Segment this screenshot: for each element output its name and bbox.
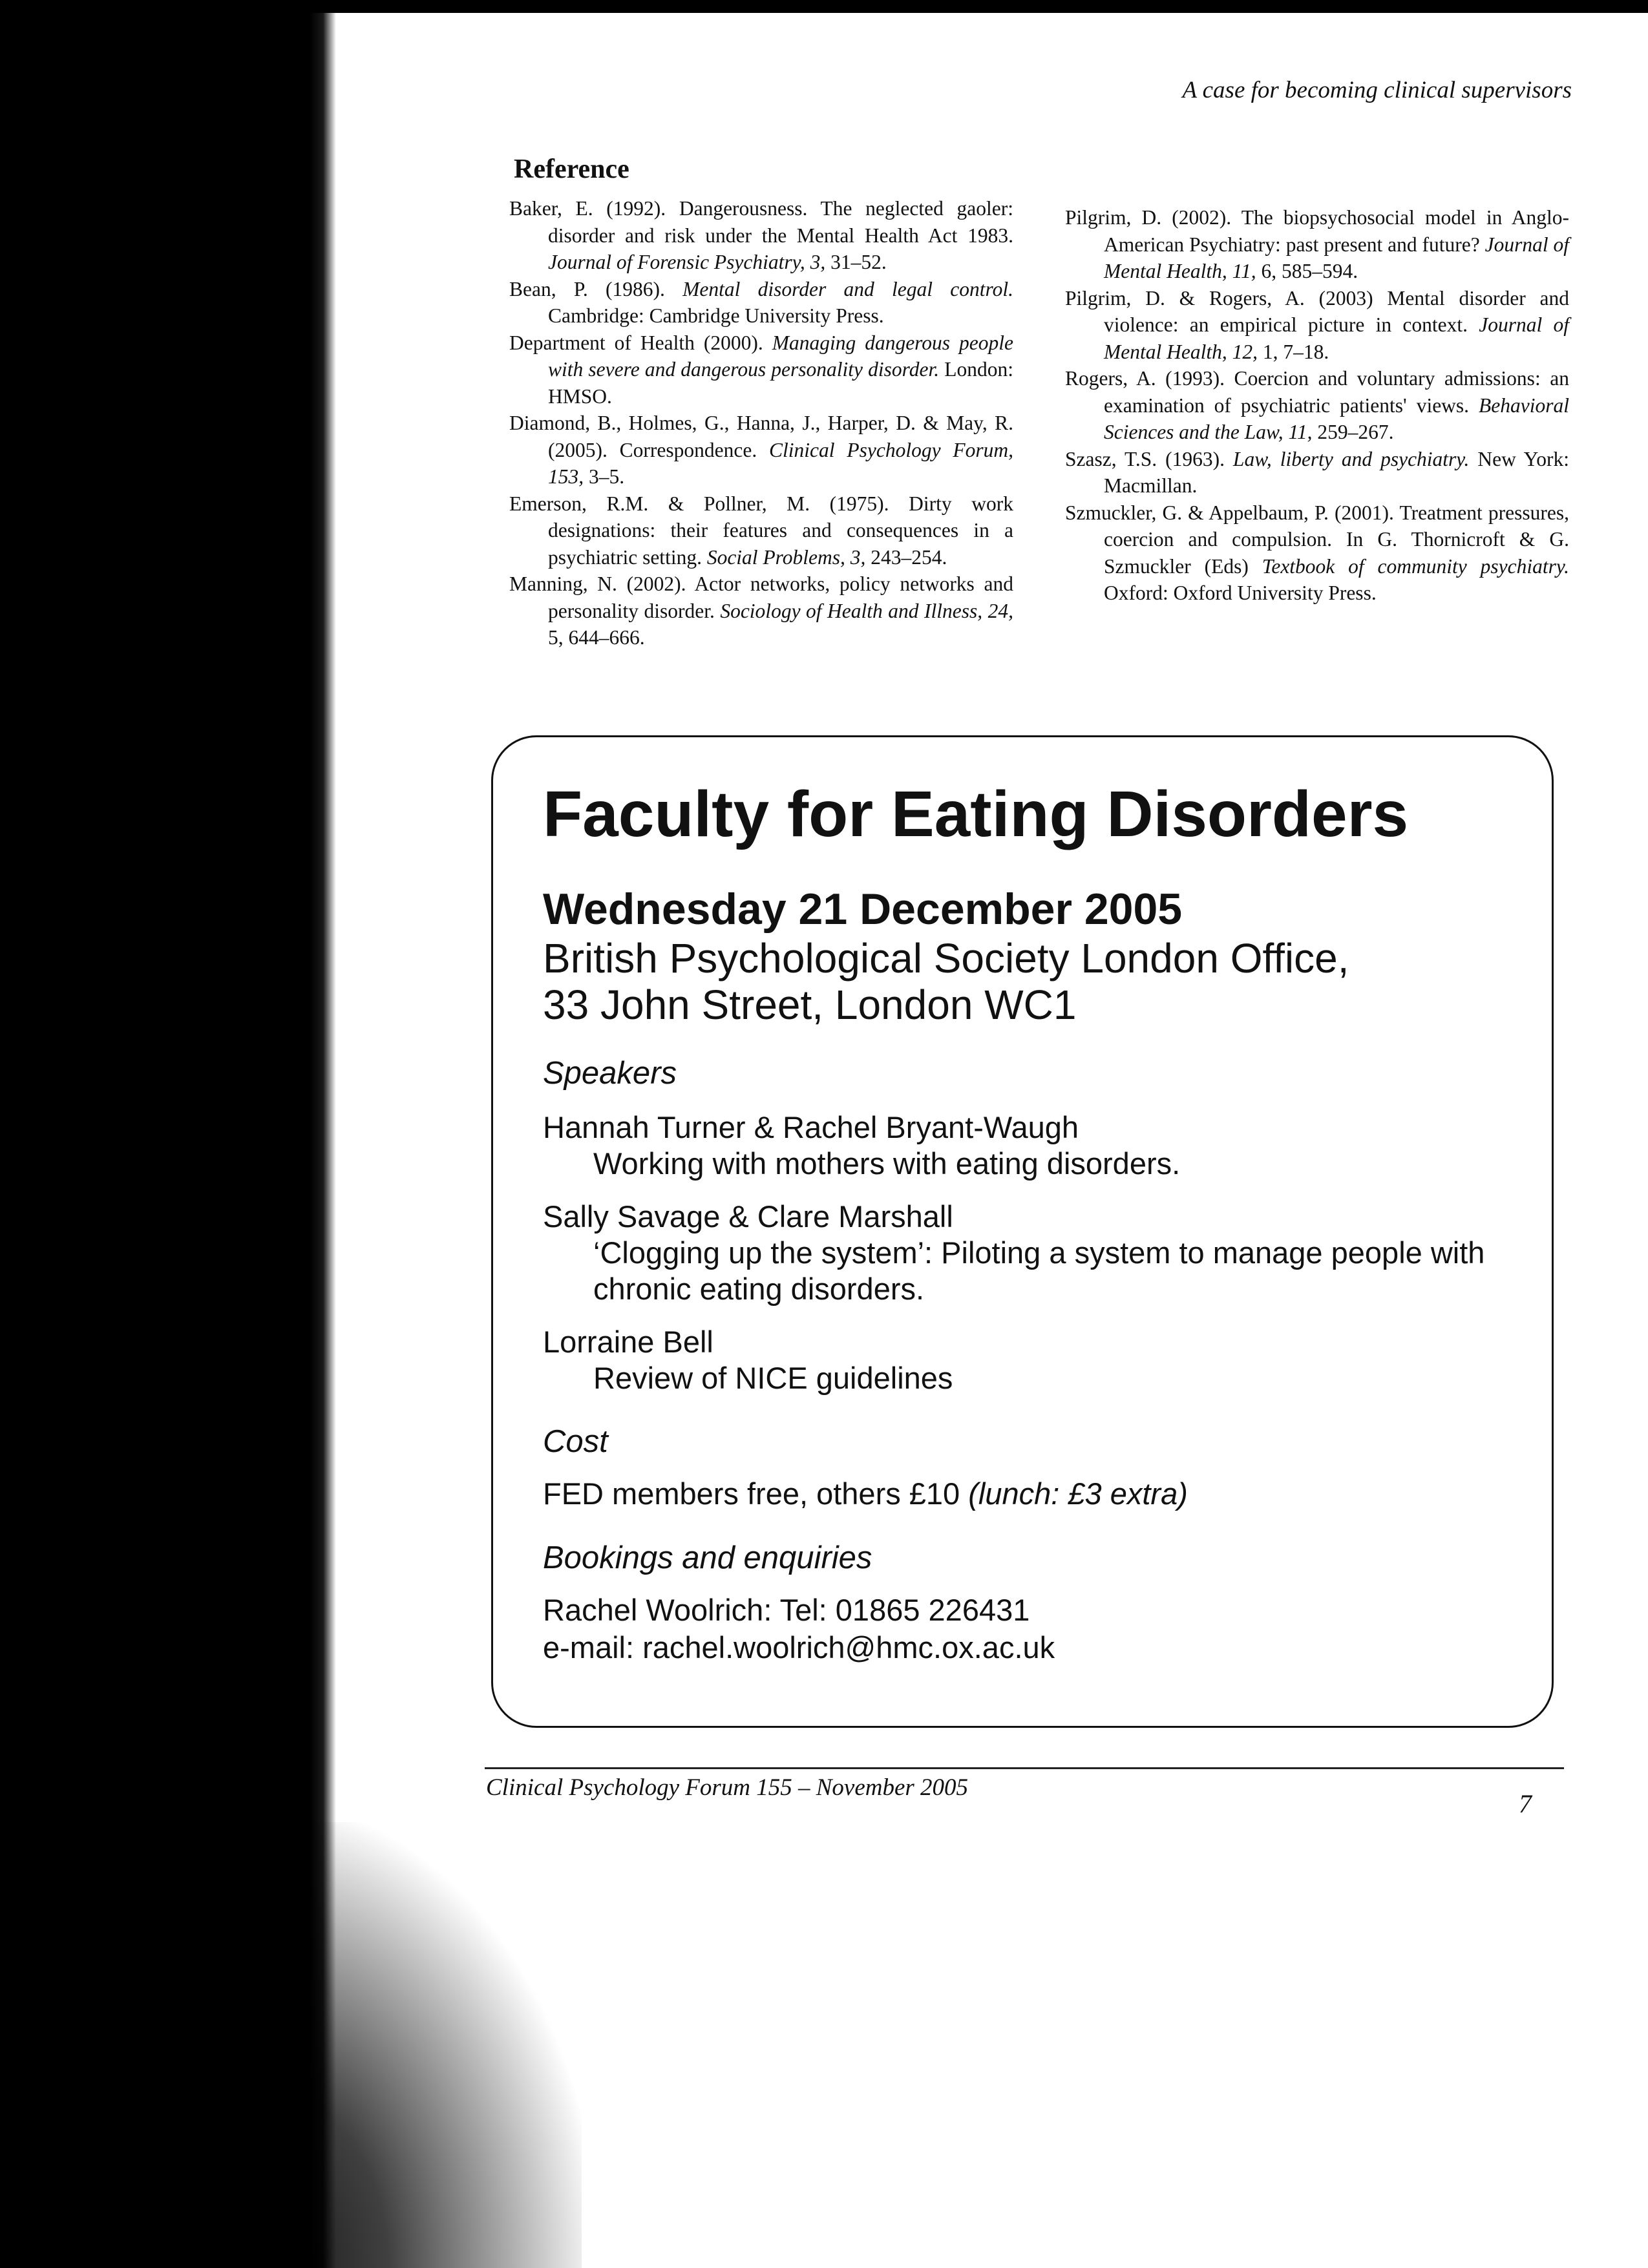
talk-title: Working with mothers with eating disorders.	[593, 1146, 1181, 1181]
reference-entry: Manning, N. (2002). Actor networks, policy networks and personality disorder. Sociology of Health and Illness, 24, 5, 644–666.	[509, 572, 1013, 649]
contact-email: e-mail: rachel.woolrich@hmc.ox.ac.uk	[543, 1630, 1055, 1664]
speaker-names: Lorraine Bell	[543, 1325, 713, 1359]
event-title: Faculty for Eating Disorders	[543, 778, 1409, 850]
reference-entry: Emerson, R.M. & Pollner, M. (1975). Dirty work designations: their features and consequences in a psychiatric setting. Social Problems, 3, 243–254.	[509, 492, 1013, 569]
references-left-column	[509, 195, 1013, 651]
reference-entry: Department of Health (2000). Managing dangerous people with severe and dangerous personality disorder. London: HMSO.	[509, 331, 1013, 408]
references-heading: Reference	[514, 154, 629, 184]
event-date: Wednesday 21 December 2005	[543, 885, 1183, 934]
contact-telephone: Rachel Woolrich: Tel: 01865 226431	[543, 1593, 1030, 1627]
references-right-column	[1065, 204, 1569, 607]
running-head: A case for becoming clinical supervisors	[1182, 77, 1572, 103]
event-venue-line2: 33 John Street, London WC1	[543, 982, 1077, 1028]
talk-title: ‘Clogging up the system’: Piloting a system to manage people with chronic eating disorders.	[593, 1235, 1485, 1306]
cost-heading: Cost	[543, 1424, 608, 1459]
reference-entry: Pilgrim, D. & Rogers, A. (2003) Mental disorder and violence: an empirical picture in context. Journal of Mental Health, 12, 1, 7–18.	[1065, 286, 1570, 363]
bookings-heading: Bookings and enquiries	[543, 1540, 872, 1575]
speaker-names: Sally Savage & Clare Marshall	[543, 1199, 953, 1234]
talk-title: Review of NICE guidelines	[593, 1361, 953, 1395]
reference-entry: Rogers, A. (1993). Coercion and voluntary admissions: an examination of psychiatric patients' views. Behavioral Sciences and the Law, 11, 259–267.	[1065, 367, 1569, 443]
page-number: 7	[1519, 1789, 1532, 1818]
reference-entry: Bean, P. (1986). Mental disorder and legal control. Cambridge: Cambridge University Press.	[509, 277, 1014, 327]
cost-note: (lunch: £3 extra)	[968, 1476, 1188, 1511]
scan-edge	[0, 0, 1648, 13]
event-venue-line1: British Psychological Society London Office,	[543, 935, 1349, 982]
footer-journal: Clinical Psychology Forum 155 – November 2005	[486, 1774, 969, 1801]
speakers-heading: Speakers	[543, 1056, 677, 1091]
scan-shadow-corner	[246, 1822, 582, 2268]
reference-entry: Szasz, T.S. (1963). Law, liberty and psychiatry. New York: Macmillan.	[1065, 447, 1569, 497]
event-advert	[543, 779, 1512, 1666]
cost-text: FED members free, others £10 (lunch: £3 extra)	[543, 1476, 1188, 1511]
speaker-names: Hannah Turner & Rachel Bryant-Waugh	[543, 1110, 1079, 1144]
footer-rule	[485, 1767, 1564, 1769]
reference-entry: Diamond, B., Holmes, G., Hanna, J., Harper, D. & May, R. (2005). Correspondence. Clinical Psychology Forum, 153, 3–5.	[509, 412, 1013, 488]
reference-entry: Baker, E. (1992). Dangerousness. The neglected gaoler: disorder and risk under the Mental Health Act 1983. Journal of Forensic Psychiatry, 3, 31–52.	[509, 197, 1013, 273]
reference-entry: Szmuckler, G. & Appelbaum, P. (2001). Treatment pressures, coercion and compulsion. In G. Thornicroft & G. Szmuckler (Eds) Textbook of community psychiatry. Oxford: Oxford University Press.	[1065, 501, 1570, 604]
reference-entry: Pilgrim, D. (2002). The biopsychosocial model in Anglo-American Psychiatry: past present and future? Journal of Mental Health, 11, 6, 585–594.	[1065, 206, 1569, 282]
